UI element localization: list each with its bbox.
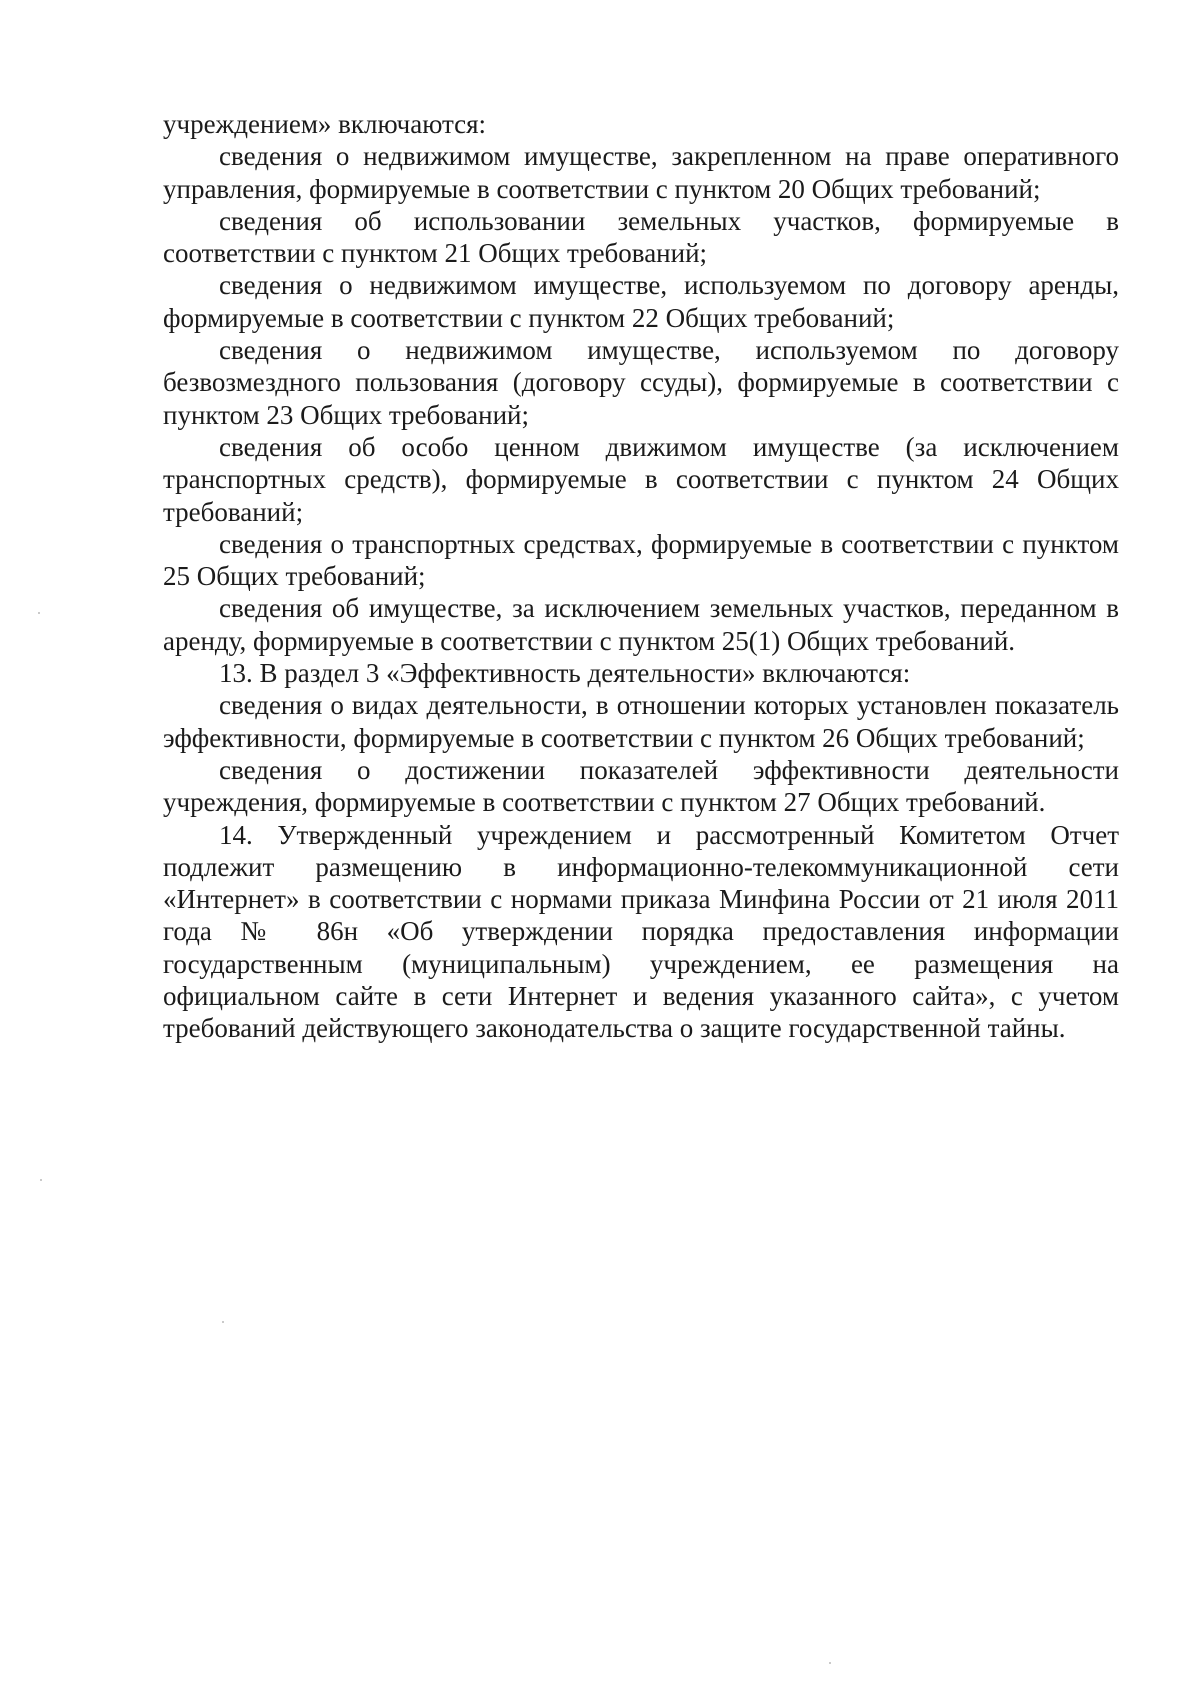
scan-speck [222,1321,224,1323]
scan-speck [829,1662,831,1664]
paragraph-section-14: 14. Утвержденный учреждением и рассмотренный Комитетом Отчет подлежит размещению в информационно-телекоммуникационной сети «Интернет» в соответствии с нормами приказа Минфина России от 21 июля 2011 года № 86н «Об утверждении порядка предоставления информации государственным (муниципальным) учреждением, ее размещения на официальном сайте в сети Интернет и ведения указанного сайта», с учетом требований действующего законодательства о защите государственной тайны. [163,819,1119,1044]
scan-speck [38,612,40,614]
paragraph-item-activity-types: сведения о видах деятельности, в отношении которых установлен показатель эффективности, формируемые в соответствии с пунктом 26 Общих требований; [163,690,1119,753]
paragraph-item-land-use: сведения об использовании земельных участков, формируемые в соответствии с пунктом 21 Общих требований; [163,205,1119,269]
paragraph-continuation: учреждением» включаются: [163,109,487,139]
document-text [163,108,1119,1045]
paragraph-item-valuable-movable-property: сведения об особо ценном движимом имуществе (за исключением транспортных средств), формируемые в соответствии с пунктом 24 Общих требований; [163,431,1119,527]
paragraph-item-free-use-property: сведения о недвижимом имуществе, используемом по договору безвозмездного пользования (договору ссуды), формируемые в соответствии с пунктом 23 Общих требований; [163,335,1119,430]
paragraph-item-vehicles: сведения о транспортных средствах, формируемые в соответствии с пунктом 25 Общих требований; [163,528,1119,592]
paragraph-item-efficiency-indicators: сведения о достижении показателей эффективности деятельности учреждения, формируемые в соответствии с пунктом 27 Общих требований. [163,754,1119,818]
paragraph-item-leased-property: сведения о недвижимом имуществе, используемом по договору аренды, формируемые в соответствии с пунктом 22 Общих требований; [163,270,1119,333]
scan-speck [40,1179,42,1181]
paragraph-section-13: 13. В раздел 3 «Эффективность деятельности» включаются: [219,658,911,689]
paragraph-item-operational-property: сведения о недвижимом имуществе, закрепленном на праве оперативного управления, формируемые в соответствии с пунктом 20 Общих требований; [163,141,1119,204]
paragraph-item-rented-out-property: сведения об имуществе, за исключением земельных участков, переданном в аренду, формируемые в соответствии с пунктом 25(1) Общих требований. [163,593,1119,656]
